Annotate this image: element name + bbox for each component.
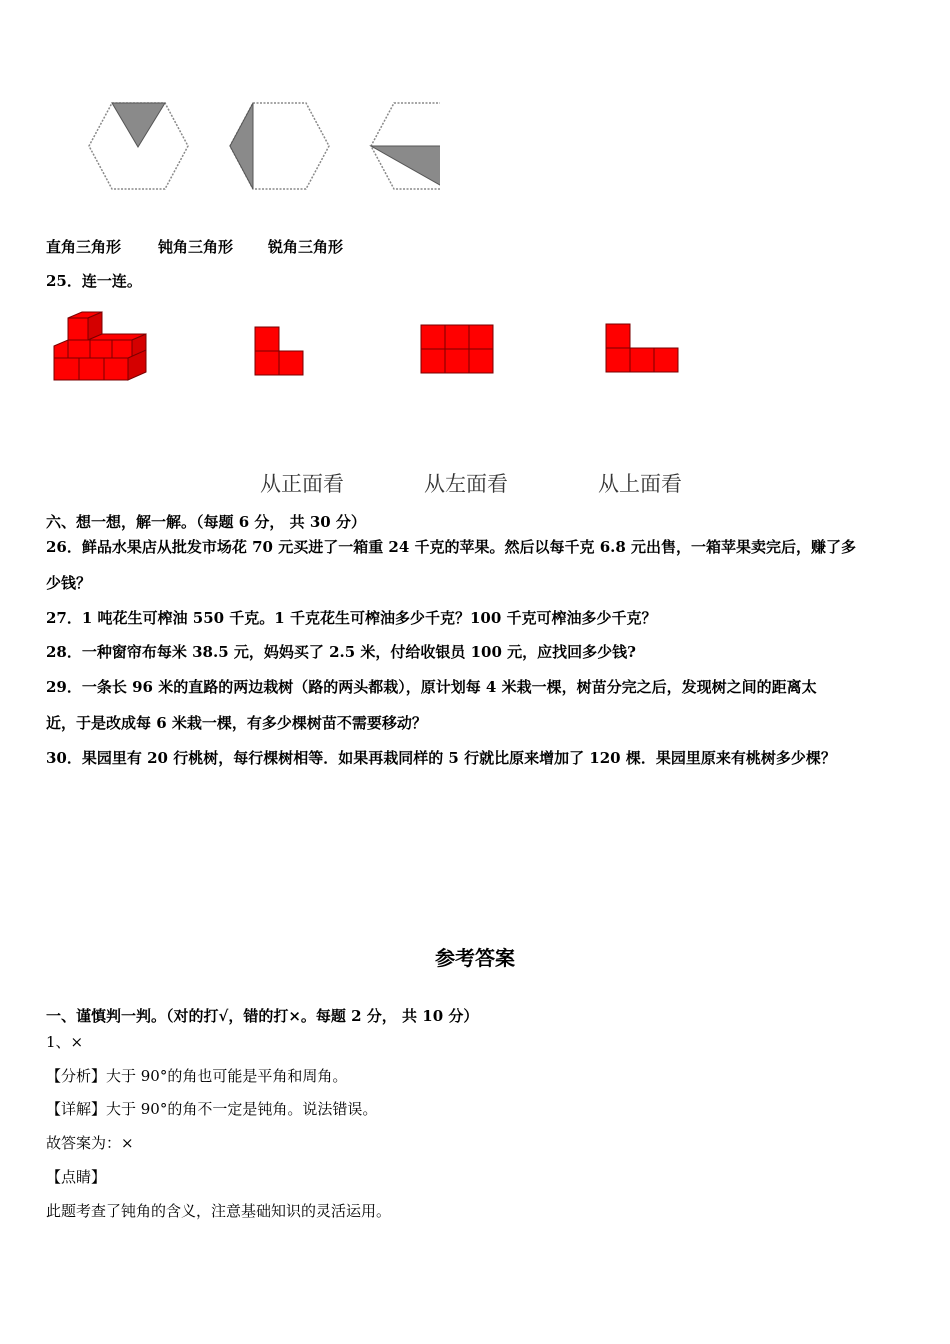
comment-label: 【点睛】 <box>46 1168 107 1186</box>
question-27: 27．1 吨花生可榨油 550 千克。1 千克花生可榨油多少千克？100 千克可榨油多少千克？ <box>46 609 657 627</box>
hexagon-figures <box>40 95 440 200</box>
view-label-top: 从上面看 <box>598 472 682 496</box>
question-25: 25．连一连。 <box>46 272 142 290</box>
hexagon-obtuse-triangle <box>230 103 329 189</box>
answer-conclusion: 故答案为：× <box>46 1134 134 1152</box>
view-shape-l-small <box>254 326 306 378</box>
view-label-front: 从正面看 <box>260 472 344 496</box>
hexagon-right-triangle <box>89 103 188 189</box>
answer-title: 参考答案 <box>435 946 515 970</box>
question-26-line2: 少钱？ <box>46 574 92 592</box>
view-shape-l-wide <box>605 323 681 375</box>
view-shape-grid <box>420 324 496 376</box>
question-26-line1: 26．鲜品水果店从批发市场花 70 元买进了一箱重 24 千克的苹果。然后以每千克 6.8 元出售，一箱苹果卖完后，赚了多 <box>46 538 857 556</box>
label-obtuse-triangle: 钝角三角形 <box>158 238 234 256</box>
question-28: 28．一种窗帘布每米 38.5 元，妈妈买了 2.5 米，付给收银员 100 元，应找回多少钱? <box>46 643 636 661</box>
comment-text: 此题考查了钝角的含义，注意基础知识的灵活运用。 <box>46 1202 392 1220</box>
answer-detail: 【详解】大于 90°的角不一定是钝角。说法错误。 <box>46 1100 378 1118</box>
question-30: 30．果园里有 20 行桃树，每行棵树相等．如果再栽同样的 5 行就比原来增加了 120 棵．果园里原来有桃树多少棵？ <box>46 749 836 767</box>
answer-1: 1、× <box>46 1033 84 1051</box>
cube-solid-figure <box>50 310 155 388</box>
hexagon-acute-triangle <box>371 103 440 189</box>
label-right-triangle: 直角三角形 <box>46 238 122 256</box>
question-29-line2: 近，于是改成每 6 米栽一棵，有多少棵树苗不需要移动？ <box>46 714 427 732</box>
label-acute-triangle: 锐角三角形 <box>268 238 344 256</box>
section-1-heading: 一、谨慎判一判。（对的打√，错的打×。每题 2 分， 共 10 分） <box>46 1007 479 1025</box>
question-29-line1: 29．一条长 96 米的直路的两边栽树（路的两头都栽），原计划每 4 米栽一棵，树苗分完之后，发现树之间的距离太 <box>46 678 817 696</box>
answer-analysis: 【分析】大于 90°的角也可能是平角和周角。 <box>46 1067 348 1085</box>
view-label-left: 从左面看 <box>424 472 508 496</box>
section-6-heading: 六、想一想，解一解。（每题 6 分， 共 30 分） <box>46 513 366 531</box>
